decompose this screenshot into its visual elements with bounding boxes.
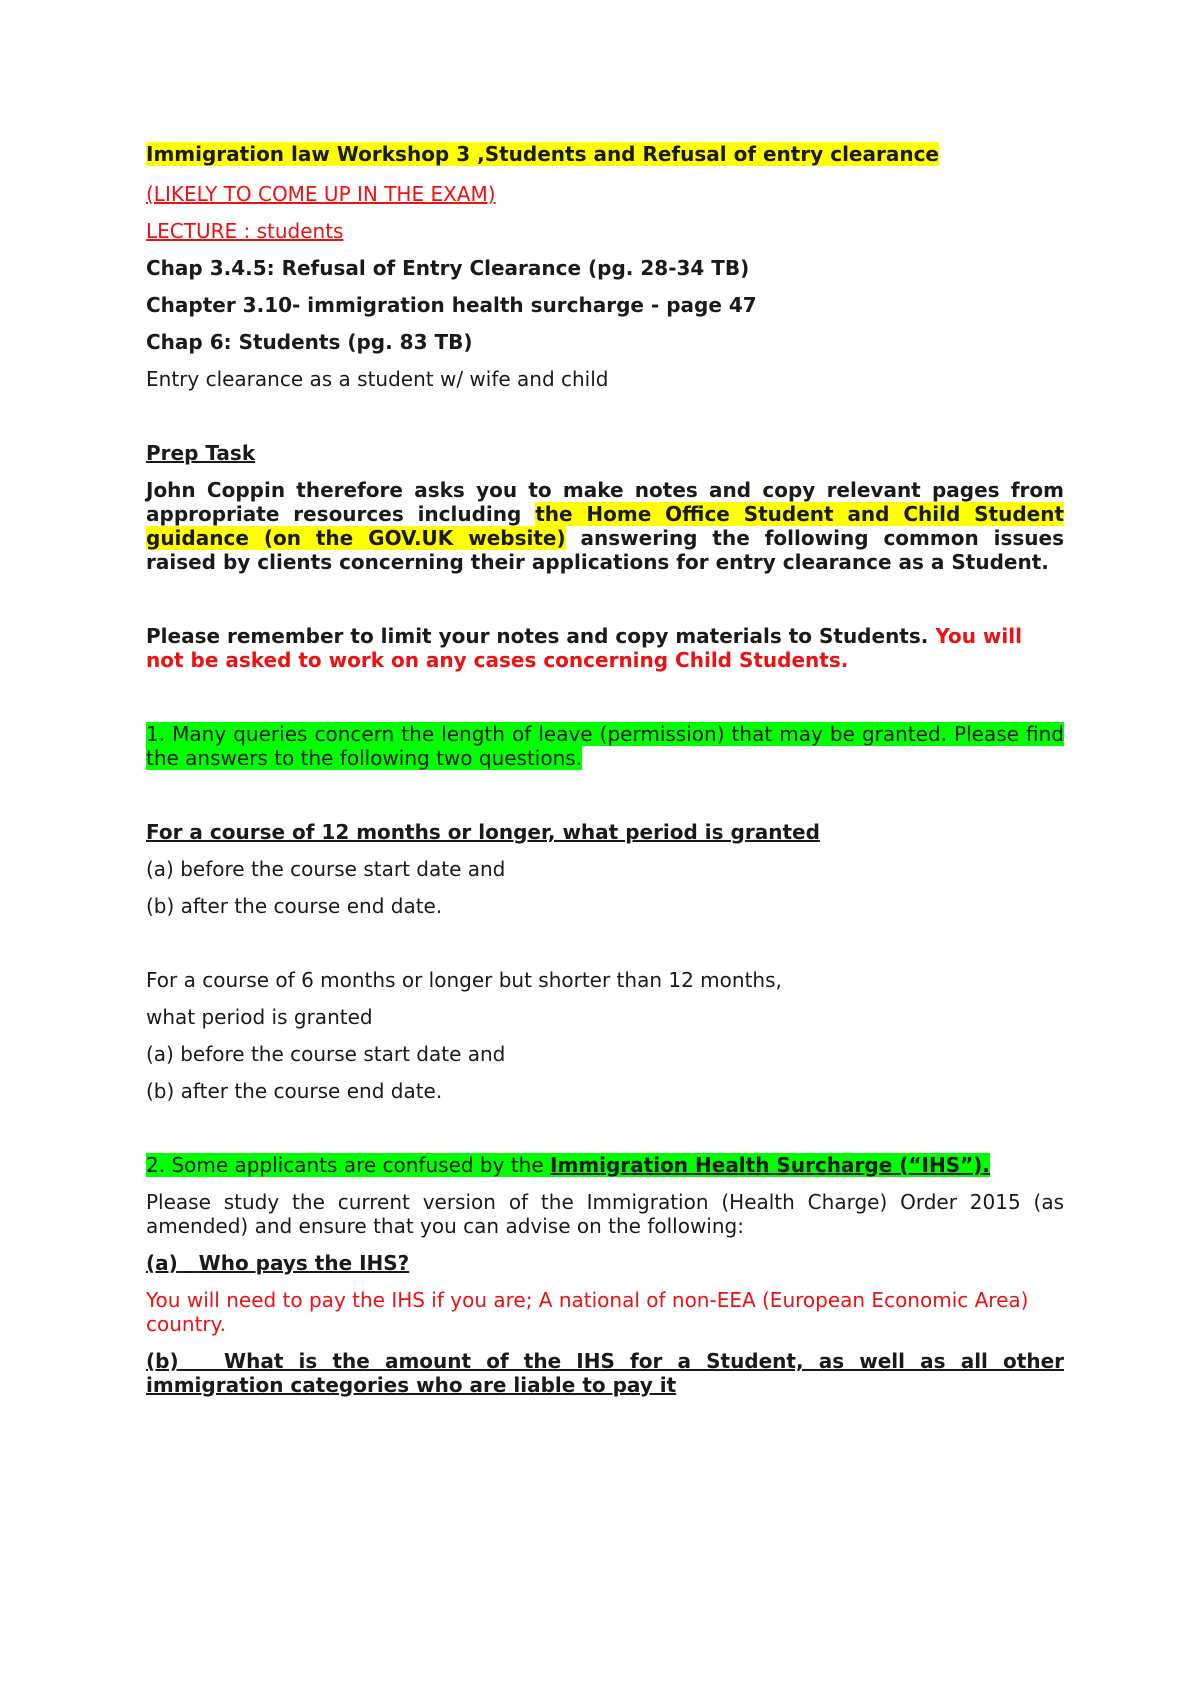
ihs-term: Immigration Health Surcharge (“IHS”). — [550, 1153, 990, 1177]
question-1-sub2-part-a: (a) before the course start date and — [146, 1042, 506, 1066]
question-1-sub2-part-b: (b) after the course end date. — [146, 1079, 443, 1103]
question-2-part-b: (b) What is the amount of the IHS for a Student, as well as all other immigration categories who are liable to pay it — [146, 1349, 1065, 1397]
question-1-sub1-part-a: (a) before the course start date and — [146, 857, 506, 881]
question-1-sub1-part-b: (b) after the course end date. — [146, 894, 443, 918]
prep-task-reminder: Please remember to limit your notes and copy materials to Students. You will not be asked to work on any cases concerning Child Students. — [146, 624, 1022, 672]
entry-clearance-note: Entry clearance as a student w/ wife and child — [146, 367, 609, 391]
exam-note: (LIKELY TO COME UP IN THE EXAM) — [146, 182, 496, 206]
lecture-label: LECTURE : students — [146, 219, 344, 243]
document-body — [146, 142, 1064, 1397]
chapter-ref-health-surcharge: Chapter 3.10- immigration health surcharge - page 47 — [146, 293, 757, 317]
question-1-sub2-line1: For a course of 6 months or longer but shorter than 12 months, — [146, 968, 782, 992]
chapter-ref-students: Chap 6: Students (pg. 83 TB) — [146, 330, 473, 354]
child-students-warning: You will not be asked to work on any cases concerning Child Students. — [146, 624, 1022, 672]
chapter-ref-refusal: Chap 3.4.5: Refusal of Entry Clearance (pg. 28-34 TB) — [146, 256, 750, 280]
question-1-sub-heading-12-months: For a course of 12 months or longer, what period is granted — [146, 820, 820, 844]
prep-task-heading: Prep Task — [146, 441, 256, 465]
question-2-study-instructions: Please study the current version of the Immigration (Health Charge) Order 2015 (as amended) and ensure that you can advise on the following: — [146, 1190, 1064, 1238]
guidance-highlight: the Home Office Student and Child Student guidance (on the GOV.UK website) — [146, 502, 1065, 550]
question-1: 1. Many queries concern the length of leave (permission) that may be granted. Please find the answers to the following two questions. — [146, 722, 1064, 770]
document-title: Immigration law Workshop 3 ,Students and Refusal of entry clearance — [146, 142, 939, 166]
question-2-part-a: (a) Who pays the IHS? — [146, 1251, 410, 1275]
question-2: 2. Some applicants are confused by the Immigration Health Surcharge (“IHS”). — [146, 1153, 990, 1177]
prep-task-instructions: John Coppin therefore asks you to make notes and copy relevant pages from appropriate resources including the Home Office Student and Child Student guidance (on the GOV.UK website) answering the following common issues raised by clients concerning their applications for entry clearance as a Student. — [146, 478, 1065, 574]
question-2-part-a-answer: You will need to pay the IHS if you are; A national of non-EEA (European Economic Area) country. — [146, 1288, 1029, 1336]
question-1-sub2-line2: what period is granted — [146, 1005, 373, 1029]
